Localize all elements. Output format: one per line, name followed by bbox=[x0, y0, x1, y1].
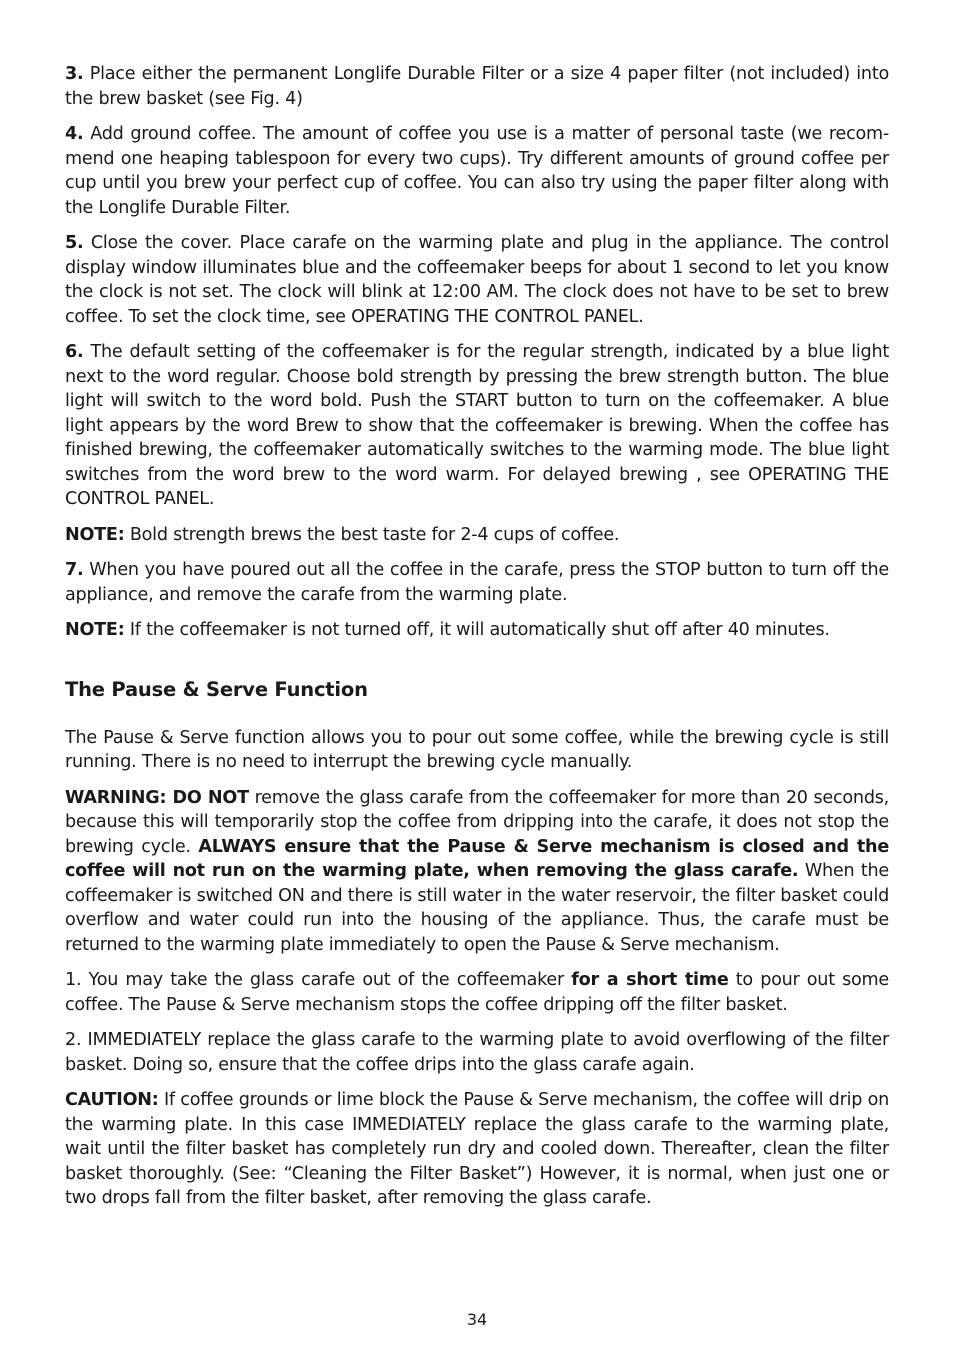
warning-label: WARNING: DO NOT bbox=[65, 787, 249, 808]
step-number: 3. bbox=[65, 64, 84, 84]
note-auto-shutoff bbox=[65, 618, 889, 643]
note-label: NOTE: bbox=[65, 620, 125, 640]
step-text: Add ground coffee. The amount of coffee you use is a matter of personal taste (we recom-mend one heaping tablespoon for every two cups). Try different amounts of ground coffee per cup until you brew your perfect cup of coffee. You can also try using the paper filter along with the Longlife Durable Filter. bbox=[65, 124, 889, 218]
page-number: 34 bbox=[466, 1310, 488, 1329]
caution-paragraph bbox=[65, 1088, 889, 1211]
step-number: 4. bbox=[65, 124, 84, 144]
step-text: When you have poured out all the coffee in the carafe, press the STOP button to turn off the appliance, and remove the carafe from the warming plate. bbox=[65, 560, 889, 605]
caution-text: If coffee grounds or lime block the Pause & Serve mechanism, the coffee will drip on the warming plate. In this case IMMEDIATELY replace the glass carafe to the warming plate, wait until the filter basket has completely run dry and cooled down. Thereafter, clean the filter basket thoroughly. (See: “Cleaning the Filter Basket”) However, it is normal, when just one or two drops fall from the filter basket, after removing the glass carafe. bbox=[65, 1090, 889, 1208]
step-7 bbox=[65, 558, 889, 607]
step-number: 5. bbox=[65, 233, 84, 253]
step-5 bbox=[65, 231, 889, 329]
step-3 bbox=[65, 62, 889, 111]
item-text-continued: to pour out some coffee. The Pause & Serve mechanism stops the coffee dripping off the filter basket. bbox=[65, 970, 889, 1015]
section-heading: The Pause & Serve Function bbox=[65, 677, 368, 701]
item-text: 1. You may take the glass carafe out of the coffeemaker bbox=[65, 970, 572, 990]
item-emphasis: for a short time bbox=[571, 970, 729, 990]
note-text: Bold strength brews the best taste for 2-4 cups of coffee. bbox=[124, 524, 620, 545]
step-number: 7. bbox=[65, 560, 84, 580]
instruction-item-1 bbox=[65, 968, 889, 1017]
step-text: The default setting of the coffeemaker is for the regular strength, indicated by a blue light next to the word regular. Choose bold strength by pressing the brew strength button. The blue light will switch to the word bold. Push the START button to turn on the coffeemaker. A blue light appears by the word Brew to show that the coffeemaker is brewing. When the coffee has finished brewing, the coffeemaker automatically switches to the warming mode. The blue light switches from the word brew to the word warm. For delayed brewing , see OPERATING THE CONTROL PANEL. bbox=[65, 342, 889, 509]
note-text: If the coffeemaker is not turned off, it will automatically shut off after 40 minutes. bbox=[124, 620, 830, 640]
warning-paragraph bbox=[65, 786, 889, 958]
step-text: Place either the permanent Longlife Durable Filter or a size 4 paper filter (not included) into the brew basket (see Fig. 4) bbox=[65, 64, 889, 109]
note-bold-strength bbox=[65, 523, 889, 548]
instruction-item-2: 2. IMMEDIATELY replace the glass carafe to the warming plate to avoid overflowing of the filter basket. Doing so, ensure that the coffee drips into the glass carafe again. bbox=[65, 1030, 889, 1075]
warning-text: remove the glass carafe from the coffeemaker for more than 20 seconds, because this will temporarily stop the coffee from dripping into the carafe, it does not stop the brewing cycle. bbox=[65, 787, 889, 857]
warning-text-continued: When the coffeemaker is switched ON and there is still water in the water reservoir, the filter basket could overflow and water could run into the housing of the appliance. Thus, the carafe must be returned to the warming plate immediately to open the Pause & Serve mechanism. bbox=[65, 861, 889, 955]
step-number: 6. bbox=[65, 342, 84, 362]
warning-emphasis: ALWAYS ensure that the Pause & Serve mechanism is closed and the coffee will not run on the warming plate, when removing the glass carafe. bbox=[65, 836, 889, 881]
pause-serve-intro: The Pause & Serve function allows you to pour out some coffee, while the brewing cycle is still running. There is no need to interrupt the brewing cycle manually. bbox=[65, 727, 889, 772]
note-label: NOTE: bbox=[65, 524, 125, 545]
step-4 bbox=[65, 122, 889, 220]
page-content bbox=[65, 62, 889, 1222]
step-text: Close the cover. Place carafe on the warming plate and plug in the appliance. The control display window illuminates blue and the coffeemaker beeps for about 1 second to let you know the clock is not set. The clock will blink at 12:00 AM. The clock does not have to be set to brew coffee. To set the clock time, see OPERATING THE CONTROL PANEL. bbox=[65, 233, 889, 327]
step-6 bbox=[65, 340, 889, 512]
caution-label: CAUTION: bbox=[65, 1090, 159, 1110]
